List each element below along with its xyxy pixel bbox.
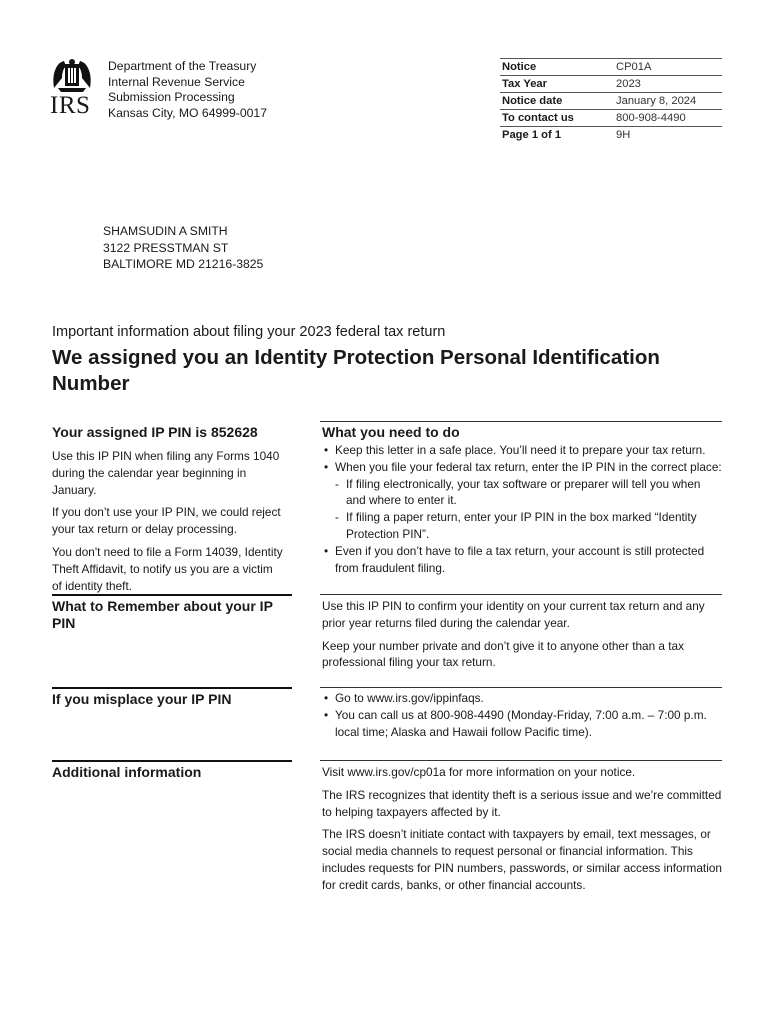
list-item xyxy=(322,459,722,543)
todo-heading: What you need to do xyxy=(322,424,460,440)
section-divider xyxy=(320,594,722,595)
section-divider xyxy=(52,760,292,762)
list-item: • Go to www.irs.gov/ippinfaqs. xyxy=(322,690,722,707)
eagle-icon xyxy=(50,58,94,92)
sender-line: Kansas City, MO 64999-0017 xyxy=(108,105,267,120)
misplace-heading: If you misplace your IP PIN xyxy=(52,691,232,707)
pin-paragraph: You don't need to file a Form 14039, Identity Theft Affidavit, to notify us you are a victim of identity theft. xyxy=(52,544,283,593)
notice-value: CP01A xyxy=(614,59,722,76)
section-divider xyxy=(52,687,292,689)
page-row xyxy=(500,127,722,144)
list-item: • Even if you don’t have to file a tax return, your account is still protected from fraudulent filing. xyxy=(322,543,722,577)
notice-info-table xyxy=(500,58,722,143)
notice-row xyxy=(500,59,722,76)
list-item: - If filing electronically, your tax software or preparer will tell you when and where to enter it. xyxy=(335,476,722,510)
todo-sublist xyxy=(335,476,722,543)
sender-line: Internal Revenue Service xyxy=(108,74,245,89)
section-divider xyxy=(52,594,292,596)
todo-list xyxy=(322,442,722,576)
recipient-address xyxy=(103,223,263,273)
notice-date-row xyxy=(500,93,722,110)
intro-text: Important information about filing your 2023 federal tax return xyxy=(52,324,446,340)
notice-label: Notice xyxy=(500,59,614,76)
page-label: Page 1 of 1 xyxy=(500,127,614,144)
irs-wordmark: IRS xyxy=(50,92,91,119)
page-title: We assigned you an Identity Protection Personal Identification Number xyxy=(52,346,660,395)
additional-heading: Additional information xyxy=(52,764,202,780)
sender-line: Submission Processing xyxy=(108,90,235,105)
irs-logo xyxy=(50,58,96,120)
contact-row xyxy=(500,110,722,127)
notice-date-label: Notice date xyxy=(500,93,614,110)
remember-paragraph: Use this IP PIN to confirm your identity on your current tax return and any prior year returns filed during the calendar year. xyxy=(322,599,705,630)
additional-paragraph: The IRS doesn’t initiate contact with taxpayers by email, text messages, or social media channels to request personal or financial information. This includes requests for PIN numbers, passwords, or similar access information for credit cards, banks, or other financial accounts. xyxy=(322,827,722,892)
tax-year-row xyxy=(500,76,722,93)
notice-date-value: January 8, 2024 xyxy=(614,93,722,110)
page-code-value: 9H xyxy=(614,127,722,144)
additional-paragraph: The IRS recognizes that identity theft is a serious issue and we’re committed to helping taxpayers affected by it. xyxy=(322,787,722,819)
recipient-name: SHAMSUDIN A SMITH xyxy=(103,224,228,238)
list-item: • Keep this letter in a safe place. You’ll need it to prepare your tax return. xyxy=(322,442,722,459)
recipient-city: BALTIMORE MD 21216-3825 xyxy=(103,257,264,271)
tax-year-label: Tax Year xyxy=(500,76,614,93)
additional-body xyxy=(322,764,722,900)
tax-year-value: 2023 xyxy=(614,76,722,93)
contact-value: 800-908-4490 xyxy=(614,110,722,127)
contact-label: To contact us xyxy=(500,110,614,127)
section-divider xyxy=(320,421,722,422)
list-item-text: When you file your federal tax return, enter the IP PIN in the correct place: xyxy=(335,459,722,474)
remember-heading: What to Remember about your IP PIN xyxy=(52,598,273,631)
pin-heading: Your assigned IP PIN is 852628 xyxy=(52,424,258,440)
section-divider xyxy=(320,760,722,761)
additional-paragraph: Visit www.irs.gov/cp01a for more information on your notice. xyxy=(322,765,636,779)
list-item: - If filing a paper return, enter your IP PIN in the box marked “Identity Protection PIN”. xyxy=(335,509,722,543)
sender-address xyxy=(108,59,267,121)
remember-body xyxy=(322,598,722,677)
pin-paragraph: Use this IP PIN when filing any Forms 1040 during the calendar year beginning in January. xyxy=(52,449,280,497)
section-divider xyxy=(320,687,722,688)
list-item: • You can call us at 800-908-4490 (Monday-Friday, 7:00 a.m. – 7:00 p.m. local time; Alaska and Hawaii follow Pacific time). xyxy=(322,707,722,741)
misplace-list xyxy=(322,690,722,740)
remember-paragraph: Keep your number private and don’t give it to anyone other than a tax professional filing your tax return. xyxy=(322,638,685,670)
sender-line: Department of the Treasury xyxy=(108,59,257,73)
pin-paragraph: If you don’t use your IP PIN, we could reject your tax return or delay processing. xyxy=(52,505,281,537)
pin-body xyxy=(52,448,284,600)
recipient-street: 3122 PRESSTMAN ST xyxy=(103,240,229,255)
